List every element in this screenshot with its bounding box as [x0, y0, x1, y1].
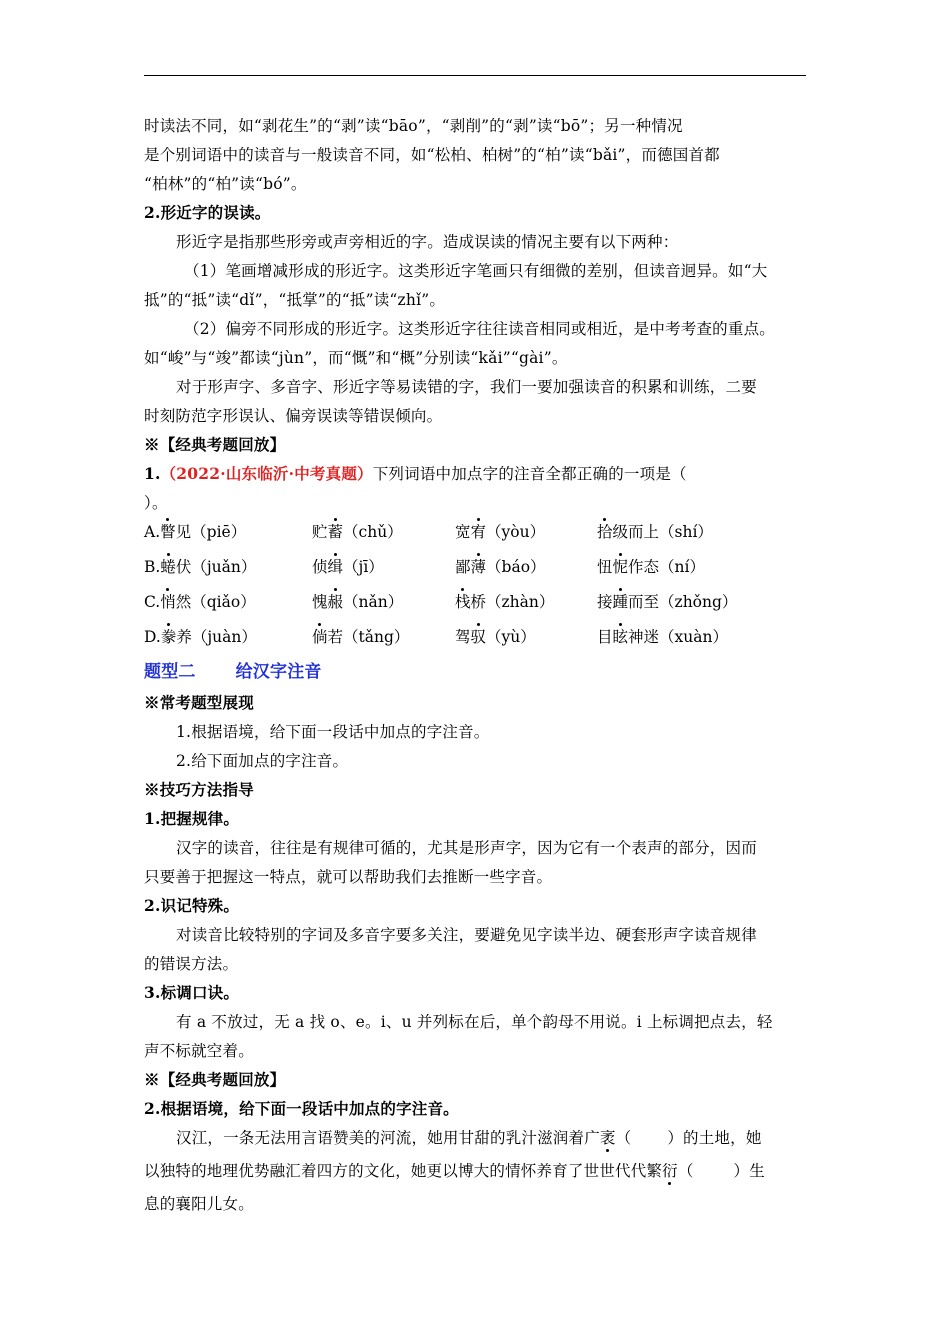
common-item-2: 2.给下面加点的字注音。 [176, 752, 349, 770]
option-a-item-2 [312, 521, 403, 543]
type2-title [144, 661, 806, 683]
sec2-p1b: 抵”的“抵”读“dǐ”，“抵掌”的“抵”读“zhǐ”。 [144, 291, 446, 309]
option-word-post: 桥（zhàn） [470, 593, 555, 611]
q1-end: ）。 [144, 494, 168, 512]
sec2-p2a: （2）偏旁不同形成的形近字。这类形近字往往读音相同或相近，是中考考查的重点。 [184, 320, 775, 338]
question1 [144, 463, 806, 485]
option-dotted-char: 踵 [612, 593, 629, 611]
sec2-p3b: 时刻防范字形误认、偏旁误读等错误倾向。 [144, 407, 443, 425]
tip1-line-b: 只要善于把握这一特点，就可以帮助我们去推断一些字音。 [144, 868, 553, 886]
para1-line2: 是个别词语中的读音与一般读音不同，如“松柏、柏树”的“柏”读“bǎi”，而德国首都 [144, 146, 720, 164]
tip3-title: 3.标调口诀。 [144, 983, 240, 1002]
option-d-item-1 [144, 626, 257, 648]
option-word-post: （chǔ） [343, 523, 403, 541]
q2-a-open: （ [615, 1129, 632, 1147]
option-word-pre: 愧 [312, 593, 328, 611]
option-dotted-char: 栈 [455, 593, 471, 611]
option-dotted-char: 悄 [160, 593, 176, 611]
q2-b-open: （ [677, 1162, 694, 1180]
option-c-item-1 [144, 591, 256, 613]
tip1-title: 1.把握规律。 [144, 809, 240, 828]
option-word-post: 见（piē） [175, 523, 247, 541]
option-word-pre: 侦 [312, 558, 328, 576]
option-word-post: 然（qiǎo） [175, 593, 256, 611]
sec2-title: 2.形近字的误读。 [144, 203, 271, 222]
option-word-pre: 鄙 [455, 558, 471, 576]
option-dotted-char: 蜷 [160, 558, 176, 576]
option-a-item-1 [144, 521, 246, 543]
option-dotted-char: 眩 [612, 628, 629, 646]
sec2-intro: 形近字是指那些形旁或声旁相近的字。造成误读的情况主要有以下两种： [176, 233, 679, 251]
q1-number: 1. [144, 464, 161, 483]
option-d-item-4 [597, 626, 728, 648]
option-dotted-char: 薄 [470, 558, 487, 576]
option-word-post: 作态（ní） [628, 558, 705, 576]
tip2-line-b: 的错误方法。 [144, 955, 239, 973]
tip1-line-a: 汉字的读音，往往是有规律可循的，尤其是形声字，因为它有一个表声的部分，因而 [176, 839, 757, 857]
option-b-item-4 [597, 556, 705, 578]
option-word-post: （nǎn） [343, 593, 404, 611]
q2-line-c: 息的襄阳儿女。 [144, 1195, 254, 1213]
tips-title: ※技巧方法指导 [144, 780, 254, 799]
q2-a-text: 汉江，一条无法用言语赞美的河流，她用甘甜的乳汁滋润着广 [176, 1129, 600, 1147]
sec2-p3a: 对于形声字、多音字、形近字等易读错的字，我们一要加强读音的积累和训练，二要 [176, 378, 757, 396]
option-label[interactable]: A. [144, 523, 161, 541]
option-label[interactable]: D. [144, 628, 161, 646]
option-word-post: 神迷（xuàn） [628, 628, 728, 646]
q2-b-rest: ）生 [733, 1162, 765, 1180]
tip3-line-a: 有 a 不放过，无 a 找 o、e。i、u 并列标在后，单个韵母不用说。i 上标调把点去，轻 [176, 1013, 773, 1031]
option-dotted-char: 豢 [160, 628, 177, 646]
classic1-title: ※【经典考题回放】 [144, 435, 286, 454]
option-label[interactable]: C. [144, 593, 161, 611]
option-word-post: （yù） [486, 628, 536, 646]
option-word-post: 伏（juǎn） [175, 558, 257, 576]
option-b-item-1 [144, 556, 256, 578]
tip2-line-a: 对读音比较特别的字词及多音字要多关注，要避免见字读半边、硬套形声字读音规律 [176, 926, 757, 944]
option-dotted-char: 宥 [470, 523, 487, 541]
q2-a-dotted-char: 袤 [599, 1129, 616, 1147]
option-word-pre: 驾 [455, 628, 471, 646]
option-dotted-char: 拾 [597, 523, 613, 541]
option-dotted-char: 蓄 [327, 523, 344, 541]
type2-title-a: 题型二 [144, 662, 196, 682]
q2-b-dotted-char: 衍 [662, 1162, 678, 1180]
option-word-pre: 目 [597, 628, 613, 646]
option-dotted-char: 赧 [327, 593, 344, 611]
option-a-item-4 [597, 521, 713, 543]
classic2-title: ※【经典考题回放】 [144, 1070, 286, 1089]
para1-line3: “柏林”的“柏”读“bó”。 [144, 175, 307, 193]
q2-a-rest: ）的土地，她 [667, 1129, 762, 1147]
tip3-line-b: 声不标就空着。 [144, 1042, 254, 1060]
q1-text: 下列词语中加点字的注音全都正确的一项是（ [372, 465, 687, 483]
sec2-p2b: 如“峻”与“竣”都读“jùn”，而“慨”和“概”分别读“kǎi”“gài”。 [144, 349, 568, 367]
question2-title: 2.根据语境，给下面一段话中加点的字注音。 [144, 1099, 459, 1118]
header-rule [144, 75, 806, 76]
option-word-post: （jī） [343, 558, 384, 576]
sec2-p1a: （1）笔画增减形成的形近字。这类形近字笔画只有细微的差别，但读音迥异。如“大 [184, 262, 768, 280]
option-word-post: 级而上（shí） [612, 523, 713, 541]
option-dotted-char: 倘 [312, 628, 328, 646]
option-label[interactable]: B. [144, 558, 161, 576]
q2-b-text: 以独特的地理优势融汇着四方的文化，她更以博大的情怀养育了世世代代繁 [144, 1162, 663, 1180]
option-word-pre: 宽 [455, 523, 471, 541]
common-title: ※常考题型展现 [144, 693, 254, 712]
option-c-item-2 [312, 591, 403, 613]
option-dotted-char: 怩 [612, 558, 629, 576]
option-word-post: 若（tǎng） [327, 628, 410, 646]
option-word-pre: 贮 [312, 523, 328, 541]
common-item-1: 1.根据语境，给下面一段话中加点的字注音。 [176, 723, 490, 741]
option-d-item-3 [455, 626, 536, 648]
option-dotted-char: 驭 [470, 628, 487, 646]
option-c-item-3 [455, 591, 554, 613]
option-word-post: （báo） [486, 558, 546, 576]
option-word-post: （yòu） [486, 523, 546, 541]
option-c-item-4 [597, 591, 737, 613]
q2-line-b [144, 1160, 806, 1182]
option-a-item-3 [455, 521, 545, 543]
type2-title-b: 给汉字注音 [235, 662, 322, 682]
tip2-title: 2.识记特殊。 [144, 896, 240, 915]
option-dotted-char: 瞥 [160, 523, 176, 541]
option-word-pre: 接 [597, 593, 613, 611]
option-word-pre: 忸 [597, 558, 613, 576]
option-dotted-char: 缉 [327, 558, 344, 576]
q1-source: （2022·山东临沂·中考真题） [160, 464, 373, 483]
option-word-post: 养（juàn） [176, 628, 257, 646]
option-b-item-2 [312, 556, 384, 578]
option-word-post: 而至（zhǒng） [628, 593, 738, 611]
option-b-item-3 [455, 556, 546, 578]
q2-line-a [144, 1127, 806, 1149]
para1-line1: 时读法不同，如“剥花生”的“剥”读“bāo”，“剥削”的“剥”读“bō”；另一种情况 [144, 117, 683, 135]
option-d-item-2 [312, 626, 409, 648]
